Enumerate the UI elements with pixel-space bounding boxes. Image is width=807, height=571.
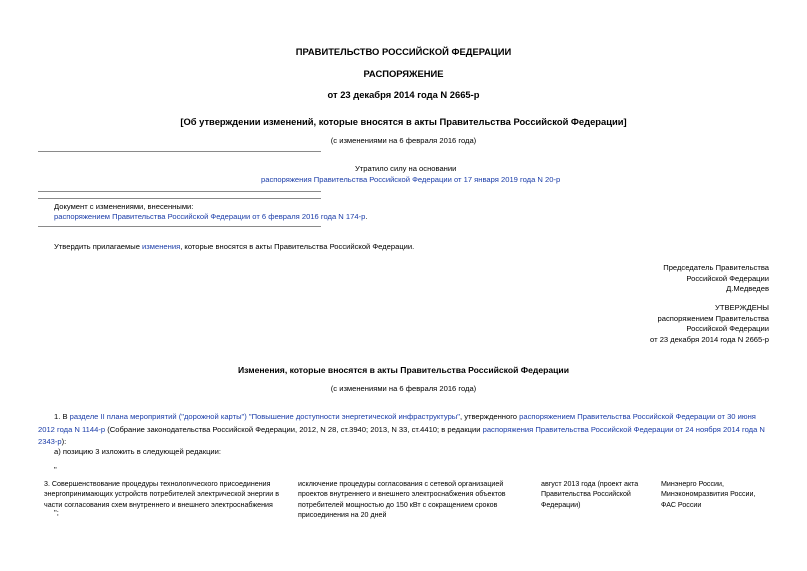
item-1-link-roadmap[interactable]: разделе II плана мероприятий ("дорожной карты") "Повышение доступности энергетической инфраструктуры" [69,412,460,421]
approve-post: , которые вносятся в акты Правительства Российской Федерации. [180,242,415,251]
sub-item-a: а) позицию 3 изложить в следующей редакции: [54,447,222,456]
invalid-notice-text: Утратило силу на основании [355,164,457,173]
signature-line: Председатель Правительства [663,263,769,272]
approve-pre: Утвердить прилагаемые [54,242,143,251]
item-1-link-order-1144[interactable]: распоряжением Правительства Российской Федерации от 30 июня 2012 года N 1144-р [38,412,756,434]
signature-line: Российской Федерации [686,273,769,283]
approved-line: распоряжением Правительства [657,313,769,323]
table-cell-responsible: Минэнерго России, Минэкономразвития России, ФАС России [661,480,756,509]
changes-title: Изменения, которые вносятся в акты Правительства Российской Федерации [237,365,569,375]
approve-paragraph [54,242,414,251]
invalid-notice-link[interactable]: распоряжения Правительства Российской Федерации от 17 января 2019 года N 20-р [261,175,561,184]
quote-close-mark: "; [54,508,59,517]
divider [38,226,321,227]
org-heading: ПРАВИТЕЛЬСТВО РОССИЙСКОЙ ФЕДЕРАЦИИ [295,46,512,57]
table-cell-position: 3. Совершенствование процедуры технологического присоединения энергопринимающих устройств потребителей электрической энергии в части согласования схем внутреннего и внешнего электроснабжения [44,480,279,509]
changes-amended-note: (с изменениями на 6 февраля 2016 года) [330,384,477,393]
signature-line: Д.Медведев [726,284,769,293]
item-1-text: (Собрание законодательства Российской Федерации, 2012, N 28, ст.3940; 2013, N 33, ст.4410; в редакции [105,424,483,434]
divider [38,198,321,199]
quote-open-mark: " [54,465,57,474]
changes-box-link[interactable]: распоряжением Правительства Российской Федерации от 6 февраля 2016 года N 174-р [54,212,366,221]
divider [38,191,321,192]
item-1-number: 1. В [54,412,70,421]
changes-box-label: Документ с изменениями, внесенными: [54,202,194,211]
item-1-link-order-2343[interactable]: распоряжения Правительства Российской Федерации от 24 ноября 2014 года N 2343-р [38,424,765,447]
table-cell-deadline: август 2013 года (проект акта Правительства Российской Федерации) [541,480,639,509]
doc-date-heading: от 23 декабря 2014 года N 2665-р [327,89,480,100]
item-1-paragraph [38,411,773,449]
doc-type-heading: РАСПОРЯЖЕНИЕ [363,68,444,79]
doc-title: [Об утверждении изменений, которые вносятся в акты Правительства Российской Федерации] [180,116,627,127]
approved-line: УТВЕРЖДЕНЫ [715,303,769,312]
item-1-text: , утвержденного [459,412,520,421]
signature-block [663,263,769,295]
approve-link[interactable]: изменения [142,242,181,251]
approved-line: Российской Федерации [686,324,769,333]
changes-box-tail: . [365,212,368,221]
divider [38,151,321,152]
changes-box-line [54,212,367,221]
approved-block [650,303,769,345]
table-cell-measure: исключение процедуры согласования с сетевой организацией проектов внутреннего и внешнего электроснабжения объектов потребителей мощностью до 150 кВт с сокращением сроков присоединения на 20 дней [298,480,506,520]
amended-note: (с изменениями на 6 февраля 2016 года) [330,136,477,145]
approved-line: от 23 декабря 2014 года N 2665-р [650,334,769,344]
item-1-text: ): [61,437,67,447]
